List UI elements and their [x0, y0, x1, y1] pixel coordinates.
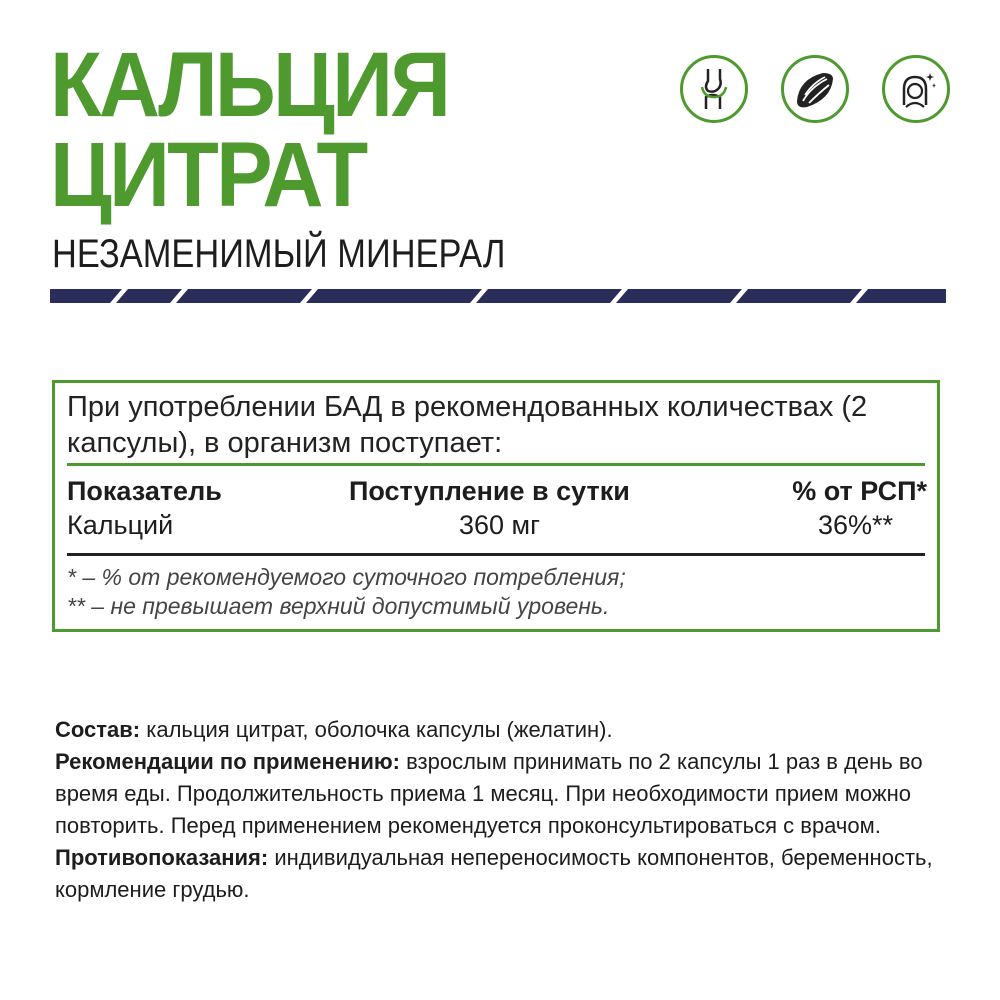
contraindications-paragraph [55, 842, 950, 906]
product-title [50, 34, 449, 226]
benefit-icons [680, 55, 950, 123]
contraindications-label: Противопоказания: [55, 845, 269, 870]
divider [67, 463, 925, 466]
footnotes [67, 563, 626, 621]
usage-label: Рекомендации по применению: [55, 749, 400, 774]
nutrition-box [52, 380, 940, 632]
composition-label: Состав: [55, 717, 141, 742]
value-daily-intake: 360 мг [459, 510, 540, 540]
contraindications-text: индивидуальная непереносимость компонентов, беременность, кормление грудью. [55, 845, 933, 902]
header-percent-rsp: % от РСП* [792, 476, 927, 506]
nutrition-intro: При употреблении БАД в рекомендованных количествах (2 капсулы), в организм поступает: [67, 391, 868, 459]
usage-paragraph [55, 746, 950, 842]
value-percent-rsp: 36%** [817, 510, 893, 540]
footnote-1: * – % от рекомендуемого суточного потребления; [67, 564, 626, 590]
product-subtitle: НЕЗАМЕНИМЫЙ МИНЕРАЛ [52, 232, 506, 276]
muscle-icon [781, 55, 849, 123]
divider [67, 553, 925, 556]
beauty-icon [882, 55, 950, 123]
decorative-stripe [50, 289, 946, 303]
value-indicator: Кальций [67, 510, 174, 540]
composition-paragraph [55, 714, 950, 746]
usage-text: взрослым принимать по 2 капсулы 1 раз в день во время еды. Продолжительность приема 1 месяц. При необходимости прием можно повторить. Перед применением рекомендуется проконсультироваться с врачом. [55, 749, 923, 838]
joint-icon [680, 55, 748, 123]
header-daily-intake: Поступление в сутки [349, 476, 630, 506]
footnote-2: ** – не превышает верхний допустимый уровень. [67, 593, 610, 619]
product-title-line1: КАЛЬЦИЯ [50, 34, 449, 136]
product-title-line2: ЦИТРАТ [50, 124, 366, 226]
product-info [55, 714, 950, 906]
header-indicator: Показатель [67, 476, 222, 506]
composition-text: кальция цитрат, оболочка капсулы (желатин). [140, 717, 613, 742]
